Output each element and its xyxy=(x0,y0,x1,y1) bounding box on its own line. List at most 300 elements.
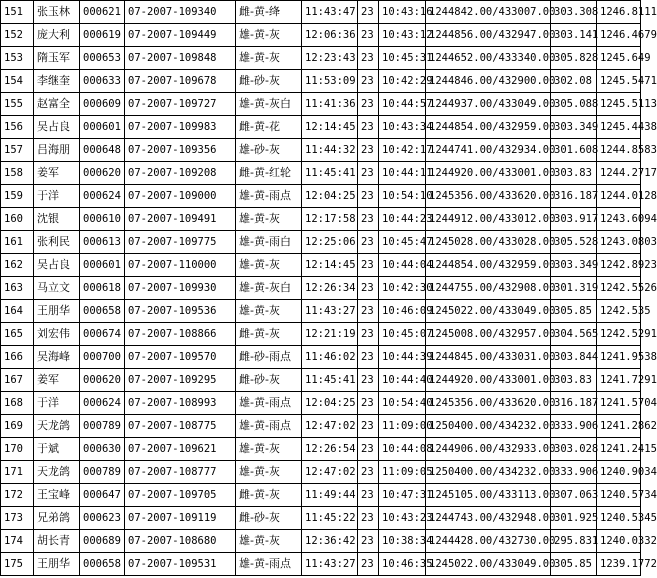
speed-cell: 1244.2717 xyxy=(597,162,641,185)
distance-cell: 305.528 xyxy=(551,231,597,254)
arrival-time-cell: 10:54:10 xyxy=(379,185,426,208)
member-id-cell: 000647 xyxy=(80,484,125,507)
distance-cell: 303.308 xyxy=(551,1,597,24)
table-row xyxy=(1,47,641,70)
arrival-time-cell: 10:43:16 xyxy=(379,1,426,24)
name-cell: 于斌 xyxy=(34,438,80,461)
pigeon-description-cell: 雌-黄-花 xyxy=(236,116,302,139)
coordinates-cell: 1244755.00/432908.00 xyxy=(426,277,551,300)
distance-cell: 303.349 xyxy=(551,116,597,139)
rank-cell: 175 xyxy=(1,553,34,576)
coordinates-cell: 1244854.00/432959.00 xyxy=(426,254,551,277)
arrival-time-cell: 10:42:29 xyxy=(379,70,426,93)
day-cell: 23 xyxy=(358,300,379,323)
ring-number-cell: 07-2007-109208 xyxy=(125,162,236,185)
ring-number-cell: 07-2007-108777 xyxy=(125,461,236,484)
rank-cell: 157 xyxy=(1,139,34,162)
name-cell: 姜军 xyxy=(34,162,80,185)
member-id-cell: 000658 xyxy=(80,553,125,576)
day-cell: 23 xyxy=(358,93,379,116)
arrival-time-cell: 10:44:40 xyxy=(379,369,426,392)
member-id-cell: 000610 xyxy=(80,208,125,231)
distance-cell: 301.319 xyxy=(551,277,597,300)
basket-time-cell: 11:53:09 xyxy=(302,70,358,93)
coordinates-cell: 1245022.00/433049.00 xyxy=(426,300,551,323)
name-cell: 张玉林 xyxy=(34,1,80,24)
basket-time-cell: 12:23:43 xyxy=(302,47,358,70)
ring-number-cell: 07-2007-110000 xyxy=(125,254,236,277)
rank-cell: 164 xyxy=(1,300,34,323)
name-cell: 庞大利 xyxy=(34,24,80,47)
table-row xyxy=(1,208,641,231)
ring-number-cell: 07-2007-108680 xyxy=(125,530,236,553)
basket-time-cell: 11:45:22 xyxy=(302,507,358,530)
arrival-time-cell: 10:43:23 xyxy=(379,507,426,530)
ring-number-cell: 07-2007-109705 xyxy=(125,484,236,507)
day-cell: 23 xyxy=(358,369,379,392)
coordinates-cell: 1250400.00/434232.00 xyxy=(426,461,551,484)
rank-cell: 151 xyxy=(1,1,34,24)
day-cell: 23 xyxy=(358,530,379,553)
member-id-cell: 000689 xyxy=(80,530,125,553)
basket-time-cell: 11:43:47 xyxy=(302,1,358,24)
day-cell: 23 xyxy=(358,277,379,300)
name-cell: 隋玉军 xyxy=(34,47,80,70)
basket-time-cell: 12:25:06 xyxy=(302,231,358,254)
member-id-cell: 000789 xyxy=(80,461,125,484)
table-row xyxy=(1,185,641,208)
speed-cell: 1241.7291 xyxy=(597,369,641,392)
table-row xyxy=(1,369,641,392)
basket-time-cell: 11:45:41 xyxy=(302,162,358,185)
name-cell: 胡长青 xyxy=(34,530,80,553)
speed-cell: 1243.0803 xyxy=(597,231,641,254)
table-row xyxy=(1,346,641,369)
arrival-time-cell: 10:44:39 xyxy=(379,346,426,369)
ring-number-cell: 07-2007-109775 xyxy=(125,231,236,254)
basket-time-cell: 12:04:25 xyxy=(302,185,358,208)
distance-cell: 305.85 xyxy=(551,300,597,323)
pigeon-description-cell: 雄-黄-灰白 xyxy=(236,277,302,300)
distance-cell: 303.349 xyxy=(551,254,597,277)
coordinates-cell: 1244912.00/433012.00 xyxy=(426,208,551,231)
pigeon-description-cell: 雄-黄-灰 xyxy=(236,300,302,323)
name-cell: 天龙鸽 xyxy=(34,461,80,484)
coordinates-cell: 1250400.00/434232.00 xyxy=(426,415,551,438)
rank-cell: 167 xyxy=(1,369,34,392)
rank-cell: 174 xyxy=(1,530,34,553)
speed-cell: 1239.1772 xyxy=(597,553,641,576)
ring-number-cell: 07-2007-109000 xyxy=(125,185,236,208)
distance-cell: 333.906 xyxy=(551,415,597,438)
distance-cell: 303.83 xyxy=(551,162,597,185)
distance-cell: 304.565 xyxy=(551,323,597,346)
table-row xyxy=(1,277,641,300)
member-id-cell: 000653 xyxy=(80,47,125,70)
pigeon-description-cell: 雌-砂-雨点 xyxy=(236,346,302,369)
day-cell: 23 xyxy=(358,484,379,507)
speed-cell: 1245.649 xyxy=(597,47,641,70)
rank-cell: 159 xyxy=(1,185,34,208)
rank-cell: 165 xyxy=(1,323,34,346)
pigeon-description-cell: 雄-黄-雨点 xyxy=(236,392,302,415)
name-cell: 沈银 xyxy=(34,208,80,231)
day-cell: 23 xyxy=(358,438,379,461)
table-row xyxy=(1,24,641,47)
table-row xyxy=(1,530,641,553)
distance-cell: 303.028 xyxy=(551,438,597,461)
name-cell: 吕海朋 xyxy=(34,139,80,162)
day-cell: 23 xyxy=(358,346,379,369)
name-cell: 吴占良 xyxy=(34,116,80,139)
member-id-cell: 000620 xyxy=(80,369,125,392)
name-cell: 王朋华 xyxy=(34,553,80,576)
pigeon-description-cell: 雄-黄-灰 xyxy=(236,461,302,484)
ring-number-cell: 07-2007-109449 xyxy=(125,24,236,47)
arrival-time-cell: 10:44:23 xyxy=(379,208,426,231)
speed-cell: 1241.2415 xyxy=(597,438,641,461)
arrival-time-cell: 10:42:17 xyxy=(379,139,426,162)
table-row xyxy=(1,70,641,93)
rank-cell: 158 xyxy=(1,162,34,185)
member-id-cell: 000789 xyxy=(80,415,125,438)
day-cell: 23 xyxy=(358,415,379,438)
name-cell: 赵富全 xyxy=(34,93,80,116)
member-id-cell: 000624 xyxy=(80,185,125,208)
name-cell: 姜军 xyxy=(34,369,80,392)
member-id-cell: 000601 xyxy=(80,254,125,277)
ring-number-cell: 07-2007-109570 xyxy=(125,346,236,369)
ring-number-cell: 07-2007-109727 xyxy=(125,93,236,116)
ring-number-cell: 07-2007-109340 xyxy=(125,1,236,24)
arrival-time-cell: 10:45:47 xyxy=(379,231,426,254)
table-row xyxy=(1,323,641,346)
pigeon-description-cell: 雄-黄-雨白 xyxy=(236,231,302,254)
arrival-time-cell: 10:44:57 xyxy=(379,93,426,116)
basket-time-cell: 12:17:58 xyxy=(302,208,358,231)
coordinates-cell: 1244652.00/433340.00 xyxy=(426,47,551,70)
coordinates-cell: 1245028.00/433028.00 xyxy=(426,231,551,254)
arrival-time-cell: 10:43:12 xyxy=(379,24,426,47)
ring-number-cell: 07-2007-109848 xyxy=(125,47,236,70)
day-cell: 23 xyxy=(358,47,379,70)
member-id-cell: 000674 xyxy=(80,323,125,346)
rank-cell: 153 xyxy=(1,47,34,70)
member-id-cell: 000700 xyxy=(80,346,125,369)
ring-number-cell: 07-2007-109119 xyxy=(125,507,236,530)
name-cell: 于洋 xyxy=(34,185,80,208)
day-cell: 23 xyxy=(358,139,379,162)
rank-cell: 154 xyxy=(1,70,34,93)
name-cell: 吴海峰 xyxy=(34,346,80,369)
pigeon-description-cell: 雄-黄-灰 xyxy=(236,208,302,231)
coordinates-cell: 1244743.00/432948.00 xyxy=(426,507,551,530)
day-cell: 23 xyxy=(358,507,379,530)
name-cell: 王宝峰 xyxy=(34,484,80,507)
member-id-cell: 000620 xyxy=(80,162,125,185)
pigeon-description-cell: 雄-黄-灰 xyxy=(236,254,302,277)
coordinates-cell: 1244842.00/433007.00 xyxy=(426,1,551,24)
coordinates-cell: 1245105.00/433113.00 xyxy=(426,484,551,507)
coordinates-cell: 1245356.00/433620.00 xyxy=(426,185,551,208)
day-cell: 23 xyxy=(358,254,379,277)
rank-cell: 155 xyxy=(1,93,34,116)
arrival-time-cell: 10:45:07 xyxy=(379,323,426,346)
table-row xyxy=(1,93,641,116)
rank-cell: 169 xyxy=(1,415,34,438)
table-row xyxy=(1,162,641,185)
day-cell: 23 xyxy=(358,392,379,415)
basket-time-cell: 12:47:02 xyxy=(302,461,358,484)
pigeon-description-cell: 雄-黄-灰 xyxy=(236,530,302,553)
coordinates-cell: 1244845.00/433031.00 xyxy=(426,346,551,369)
arrival-time-cell: 11:09:00 xyxy=(379,415,426,438)
basket-time-cell: 12:47:02 xyxy=(302,415,358,438)
distance-cell: 316.187 xyxy=(551,185,597,208)
pigeon-description-cell: 雄-黄-灰 xyxy=(236,24,302,47)
name-cell: 李继奎 xyxy=(34,70,80,93)
arrival-time-cell: 10:44:11 xyxy=(379,162,426,185)
member-id-cell: 000630 xyxy=(80,438,125,461)
day-cell: 23 xyxy=(358,1,379,24)
arrival-time-cell: 10:54:40 xyxy=(379,392,426,415)
ring-number-cell: 07-2007-109295 xyxy=(125,369,236,392)
arrival-time-cell: 10:38:34 xyxy=(379,530,426,553)
speed-cell: 1241.5704 xyxy=(597,392,641,415)
coordinates-cell: 1244920.00/433001.00 xyxy=(426,369,551,392)
pigeon-description-cell: 雄-黄-雨点 xyxy=(236,185,302,208)
day-cell: 23 xyxy=(358,24,379,47)
member-id-cell: 000613 xyxy=(80,231,125,254)
day-cell: 23 xyxy=(358,208,379,231)
distance-cell: 333.906 xyxy=(551,461,597,484)
distance-cell: 305.85 xyxy=(551,553,597,576)
name-cell: 刘宏伟 xyxy=(34,323,80,346)
pigeon-description-cell: 雄-黄-灰 xyxy=(236,438,302,461)
distance-cell: 303.917 xyxy=(551,208,597,231)
speed-cell: 1244.8583 xyxy=(597,139,641,162)
distance-cell: 303.141 xyxy=(551,24,597,47)
basket-time-cell: 11:43:27 xyxy=(302,300,358,323)
pigeon-description-cell: 雄-黄-灰白 xyxy=(236,93,302,116)
speed-cell: 1240.0332 xyxy=(597,530,641,553)
member-id-cell: 000648 xyxy=(80,139,125,162)
day-cell: 23 xyxy=(358,323,379,346)
pigeon-description-cell: 雌-黄-红轮 xyxy=(236,162,302,185)
name-cell: 于洋 xyxy=(34,392,80,415)
distance-cell: 301.925 xyxy=(551,507,597,530)
ring-number-cell: 07-2007-109491 xyxy=(125,208,236,231)
ring-number-cell: 07-2007-109536 xyxy=(125,300,236,323)
name-cell: 张利民 xyxy=(34,231,80,254)
pigeon-description-cell: 雌-黄-灰 xyxy=(236,484,302,507)
rank-cell: 152 xyxy=(1,24,34,47)
rank-cell: 168 xyxy=(1,392,34,415)
table-row xyxy=(1,415,641,438)
basket-time-cell: 11:49:44 xyxy=(302,484,358,507)
pigeon-description-cell: 雄-黄-雨点 xyxy=(236,415,302,438)
ring-number-cell: 07-2007-109531 xyxy=(125,553,236,576)
rank-cell: 163 xyxy=(1,277,34,300)
arrival-time-cell: 11:09:05 xyxy=(379,461,426,484)
pigeon-description-cell: 雌-黄-灰 xyxy=(236,323,302,346)
coordinates-cell: 1245008.00/432957.00 xyxy=(426,323,551,346)
speed-cell: 1240.5734 xyxy=(597,484,641,507)
table-row xyxy=(1,254,641,277)
basket-time-cell: 12:36:42 xyxy=(302,530,358,553)
distance-cell: 301.608 xyxy=(551,139,597,162)
ring-number-cell: 07-2007-109356 xyxy=(125,139,236,162)
speed-cell: 1241.2862 xyxy=(597,415,641,438)
rank-cell: 162 xyxy=(1,254,34,277)
member-id-cell: 000621 xyxy=(80,1,125,24)
basket-time-cell: 12:06:36 xyxy=(302,24,358,47)
rank-cell: 170 xyxy=(1,438,34,461)
name-cell: 兄弟鸽 xyxy=(34,507,80,530)
speed-cell: 1242.5526 xyxy=(597,277,641,300)
member-id-cell: 000633 xyxy=(80,70,125,93)
name-cell: 马立文 xyxy=(34,277,80,300)
speed-cell: 1245.5113 xyxy=(597,93,641,116)
basket-time-cell: 11:44:32 xyxy=(302,139,358,162)
speed-cell: 1242.535 xyxy=(597,300,641,323)
member-id-cell: 000618 xyxy=(80,277,125,300)
ring-number-cell: 07-2007-109930 xyxy=(125,277,236,300)
coordinates-cell: 1244856.00/432947.00 xyxy=(426,24,551,47)
speed-cell: 1241.9538 xyxy=(597,346,641,369)
rank-cell: 161 xyxy=(1,231,34,254)
rank-cell: 156 xyxy=(1,116,34,139)
table-row xyxy=(1,507,641,530)
arrival-time-cell: 10:42:30 xyxy=(379,277,426,300)
distance-cell: 305.088 xyxy=(551,93,597,116)
ring-number-cell: 07-2007-109621 xyxy=(125,438,236,461)
arrival-time-cell: 10:46:35 xyxy=(379,553,426,576)
table-row xyxy=(1,392,641,415)
table-row xyxy=(1,300,641,323)
arrival-time-cell: 10:45:31 xyxy=(379,47,426,70)
results-table-body xyxy=(1,1,657,576)
distance-cell: 295.831 xyxy=(551,530,597,553)
table-row xyxy=(1,139,641,162)
distance-cell: 302.08 xyxy=(551,70,597,93)
ring-number-cell: 07-2007-109678 xyxy=(125,70,236,93)
pigeon-description-cell: 雄-黄-灰 xyxy=(236,47,302,70)
member-id-cell: 000623 xyxy=(80,507,125,530)
arrival-time-cell: 10:46:09 xyxy=(379,300,426,323)
member-id-cell: 000619 xyxy=(80,24,125,47)
ring-number-cell: 07-2007-108993 xyxy=(125,392,236,415)
table-row xyxy=(1,231,641,254)
coordinates-cell: 1244906.00/432933.00 xyxy=(426,438,551,461)
ring-number-cell: 07-2007-108775 xyxy=(125,415,236,438)
pigeon-description-cell: 雄-砂-灰 xyxy=(236,139,302,162)
arrival-time-cell: 10:43:34 xyxy=(379,116,426,139)
rank-cell: 160 xyxy=(1,208,34,231)
basket-time-cell: 11:41:36 xyxy=(302,93,358,116)
member-id-cell: 000658 xyxy=(80,300,125,323)
table-row xyxy=(1,553,641,576)
day-cell: 23 xyxy=(358,231,379,254)
coordinates-cell: 1244937.00/433049.00 xyxy=(426,93,551,116)
table-row xyxy=(1,438,641,461)
day-cell: 23 xyxy=(358,116,379,139)
pigeon-description-cell: 雌-砂-灰 xyxy=(236,369,302,392)
arrival-time-cell: 10:44:04 xyxy=(379,254,426,277)
ring-number-cell: 07-2007-108866 xyxy=(125,323,236,346)
rank-cell: 172 xyxy=(1,484,34,507)
day-cell: 23 xyxy=(358,70,379,93)
table-row xyxy=(1,116,641,139)
rank-cell: 166 xyxy=(1,346,34,369)
member-id-cell: 000624 xyxy=(80,392,125,415)
distance-cell: 316.187 xyxy=(551,392,597,415)
speed-cell: 1246.4679 xyxy=(597,24,641,47)
rank-cell: 171 xyxy=(1,461,34,484)
name-cell: 王朋华 xyxy=(34,300,80,323)
pigeon-description-cell: 雌-砂-灰 xyxy=(236,70,302,93)
ring-number-cell: 07-2007-109983 xyxy=(125,116,236,139)
coordinates-cell: 1244741.00/432934.00 xyxy=(426,139,551,162)
speed-cell: 1240.5345 xyxy=(597,507,641,530)
speed-cell: 1245.4438 xyxy=(597,116,641,139)
speed-cell: 1243.6094 xyxy=(597,208,641,231)
day-cell: 23 xyxy=(358,461,379,484)
basket-time-cell: 11:43:27 xyxy=(302,553,358,576)
basket-time-cell: 12:21:19 xyxy=(302,323,358,346)
coordinates-cell: 1244854.00/432959.00 xyxy=(426,116,551,139)
coordinates-cell: 1244920.00/433001.00 xyxy=(426,162,551,185)
speed-cell: 1240.9034 xyxy=(597,461,641,484)
basket-time-cell: 12:14:45 xyxy=(302,116,358,139)
pigeon-description-cell: 雄-黄-雨点 xyxy=(236,553,302,576)
speed-cell: 1242.5291 xyxy=(597,323,641,346)
coordinates-cell: 1244846.00/432900.00 xyxy=(426,70,551,93)
distance-cell: 303.844 xyxy=(551,346,597,369)
distance-cell: 305.828 xyxy=(551,47,597,70)
table-row xyxy=(1,484,641,507)
basket-time-cell: 12:26:54 xyxy=(302,438,358,461)
rank-cell: 173 xyxy=(1,507,34,530)
name-cell: 天龙鸽 xyxy=(34,415,80,438)
day-cell: 23 xyxy=(358,162,379,185)
coordinates-cell: 1245022.00/433049.00 xyxy=(426,553,551,576)
speed-cell: 1242.8923 xyxy=(597,254,641,277)
pigeon-description-cell: 雌-黄-绛 xyxy=(236,1,302,24)
pigeon-description-cell: 雌-砂-灰 xyxy=(236,507,302,530)
member-id-cell: 000601 xyxy=(80,116,125,139)
name-cell: 吴占良 xyxy=(34,254,80,277)
arrival-time-cell: 10:44:08 xyxy=(379,438,426,461)
distance-cell: 307.063 xyxy=(551,484,597,507)
arrival-time-cell: 10:47:31 xyxy=(379,484,426,507)
basket-time-cell: 11:45:41 xyxy=(302,369,358,392)
coordinates-cell: 1245356.00/433620.00 xyxy=(426,392,551,415)
distance-cell: 303.83 xyxy=(551,369,597,392)
day-cell: 23 xyxy=(358,185,379,208)
basket-time-cell: 12:04:25 xyxy=(302,392,358,415)
coordinates-cell: 1244428.00/432730.00 xyxy=(426,530,551,553)
member-id-cell: 000609 xyxy=(80,93,125,116)
table-row xyxy=(1,1,641,24)
basket-time-cell: 12:26:34 xyxy=(302,277,358,300)
basket-time-cell: 12:14:45 xyxy=(302,254,358,277)
day-cell: 23 xyxy=(358,553,379,576)
table-row xyxy=(1,461,641,484)
speed-cell: 1244.0128 xyxy=(597,185,641,208)
speed-cell: 1246.8111 xyxy=(597,1,641,24)
basket-time-cell: 11:46:02 xyxy=(302,346,358,369)
